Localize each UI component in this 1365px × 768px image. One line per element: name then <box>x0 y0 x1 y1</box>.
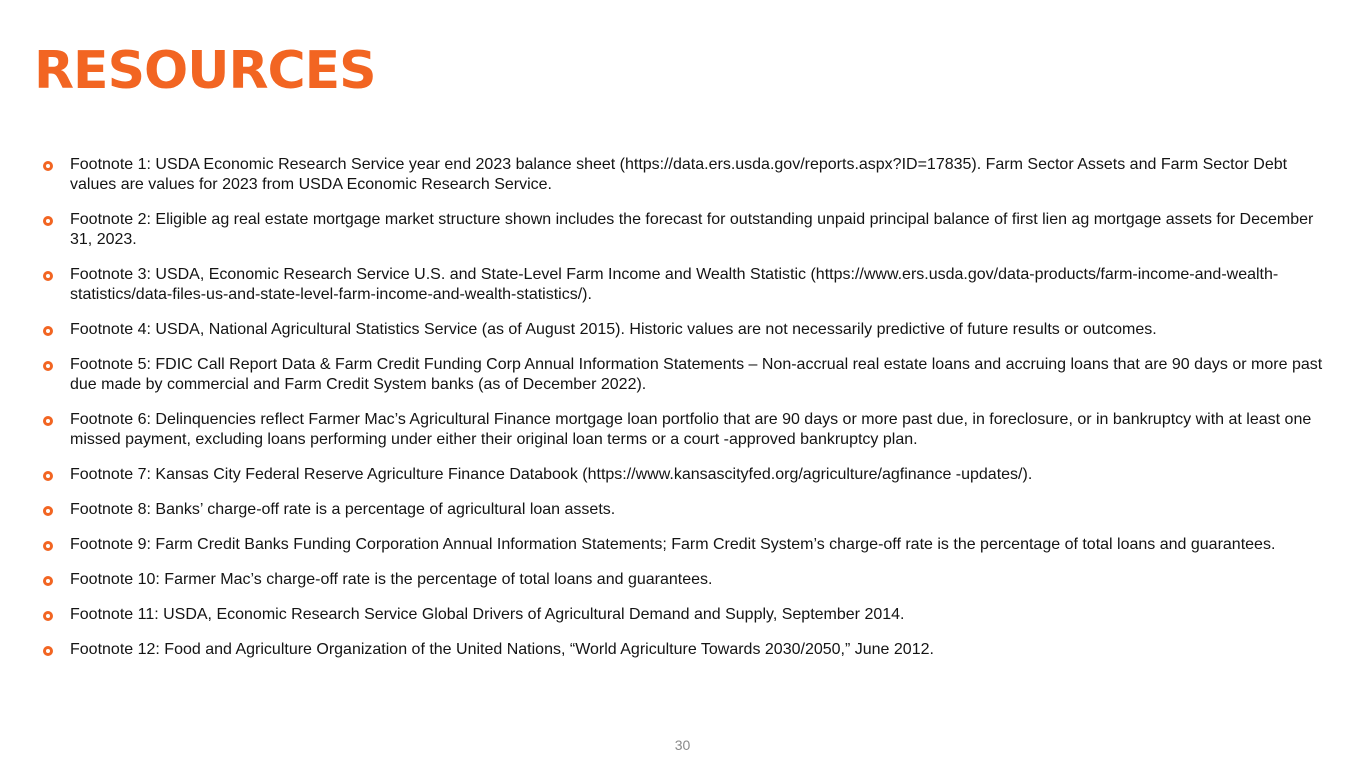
orange-ring-bullet-icon <box>43 416 53 426</box>
footnote-item <box>42 155 1327 195</box>
page-number: 30 <box>674 737 691 753</box>
footnote-item <box>42 535 1327 555</box>
orange-ring-bullet-icon <box>43 361 53 371</box>
orange-ring-bullet-icon <box>43 611 53 621</box>
orange-ring-bullet-icon <box>43 161 53 171</box>
orange-ring-bullet-icon <box>43 326 53 336</box>
orange-ring-bullet-icon <box>43 506 53 516</box>
footnote-text: Footnote 8: Banks’ charge-off rate is a percentage of agricultural loan assets. <box>70 501 616 518</box>
orange-ring-bullet-icon <box>43 541 53 551</box>
footnote-item <box>42 320 1327 340</box>
footnote-text: Footnote 4: USDA, National Agricultural Statistics Service (as of August 2015). Historic values are not necessarily predictive of future results or outcomes. <box>70 321 1157 338</box>
orange-ring-bullet-icon <box>43 471 53 481</box>
orange-ring-bullet-icon <box>43 271 53 281</box>
footnote-text: Footnote 10: Farmer Mac’s charge-off rate is the percentage of total loans and guarantees. <box>70 571 713 588</box>
footnote-list <box>42 155 1327 675</box>
footnote-text: Footnote 11: USDA, Economic Research Service Global Drivers of Agricultural Demand and Supply, September 2014. <box>70 606 905 623</box>
footnote-text: Footnote 1: USDA Economic Research Service year end 2023 balance sheet (https://data.ers.usda.gov/reports.aspx?ID=17835). Farm Sector Assets and Farm Sector Debt values are values for 2023 from USDA Economic Research Service. <box>70 156 1288 193</box>
footnote-item <box>42 265 1327 305</box>
footnote-text: Footnote 3: USDA, Economic Research Service U.S. and State-Level Farm Income and Wealth Statistic (https://www.ers.usda.gov/data-products/farm-income-and-wealth-statistics/data-files-us-and-state-level-farm-income-and-wealth-statistics/). <box>70 266 1279 303</box>
footnote-text: Footnote 7: Kansas City Federal Reserve Agriculture Finance Databook (https://www.kansascityfed.org/agriculture/agfinance -updates/). <box>70 466 1033 483</box>
orange-ring-bullet-icon <box>43 646 53 656</box>
footnote-item <box>42 500 1327 520</box>
footnote-text: Footnote 5: FDIC Call Report Data & Farm Credit Funding Corp Annual Information Statements – Non-accrual real estate loans and accruing loans that are 90 days or more past due made by commercial and Farm Credit System banks (as of December 2022). <box>70 356 1323 393</box>
footnote-item <box>42 210 1327 250</box>
footnote-text: Footnote 12: Food and Agriculture Organization of the United Nations, “World Agriculture Towards 2030/2050,” June 2012. <box>70 641 934 658</box>
footnote-text: Footnote 2: Eligible ag real estate mortgage market structure shown includes the forecast for outstanding unpaid principal balance of first lien ag mortgage assets for December 31, 2023. <box>70 211 1314 248</box>
footnote-item <box>42 640 1327 660</box>
footnote-item <box>42 570 1327 590</box>
orange-ring-bullet-icon <box>43 216 53 226</box>
footnote-item <box>42 465 1327 485</box>
footnote-item <box>42 410 1327 450</box>
footnote-item <box>42 355 1327 395</box>
footnote-text: Footnote 9: Farm Credit Banks Funding Corporation Annual Information Statements; Farm Credit System’s charge-off rate is the percentage of total loans and guarantees. <box>70 536 1276 553</box>
footnote-item <box>42 605 1327 625</box>
footnote-text: Footnote 6: Delinquencies reflect Farmer Mac’s Agricultural Finance mortgage loan portfolio that are 90 days or more past due, in foreclosure, or in bankruptcy with at least one missed payment, excluding loans performing under either their original loan terms or a court -approved bankruptcy plan. <box>70 411 1312 448</box>
page-title: RESOURCES <box>34 41 376 101</box>
orange-ring-bullet-icon <box>43 576 53 586</box>
